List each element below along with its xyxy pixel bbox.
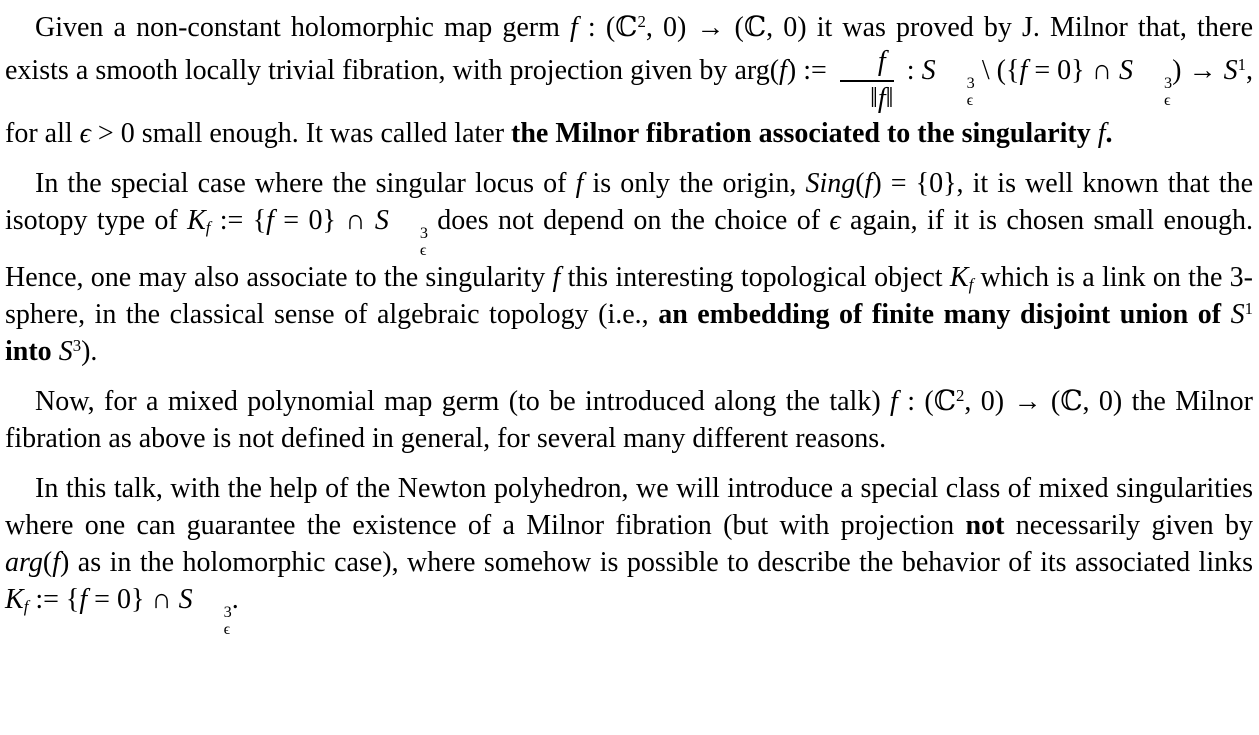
text-run: necessarily given by [1004, 510, 1254, 542]
sup-sub-stack [1134, 75, 1172, 109]
text-run: Now, for a mixed polynomial map germ (to be introduced along the talk) [35, 386, 891, 418]
text-run: ) → [1172, 55, 1224, 87]
subscript: f [968, 275, 974, 295]
text-run: , 0) → (ℂ, 0) the Milnor fibration as above is not defined in general, for several many different reasons. [5, 386, 1253, 455]
text-run: ( [42, 547, 53, 579]
subscript: f [23, 597, 29, 617]
text-run: S [178, 584, 193, 616]
text-run: := { [210, 205, 267, 237]
text-run: In this talk, with the help of the Newton polyhedron, we will introduce a special class of mixed singularities where one can guarantee the existence of a Milnor fibration (but with projection [5, 473, 1253, 542]
paragraph-link-of-singularity [5, 165, 1253, 370]
superscript: 2 [956, 386, 965, 406]
text-run: S [1230, 299, 1245, 331]
text-run: into [5, 336, 52, 368]
text-run: which is a link on the 3-sphere, in the classical sense of algebraic topology (i.e., [5, 262, 1253, 331]
text-run: ℂ [615, 12, 638, 43]
subscript: ϵ [419, 241, 427, 260]
fraction-numerator [840, 46, 894, 82]
text-run: S [58, 336, 73, 368]
text-run: , for all [5, 55, 1254, 150]
text-run: K [187, 205, 206, 237]
text-run: . [231, 584, 239, 616]
text-run: arg [5, 547, 43, 579]
text-run: ( [855, 168, 865, 200]
text-run: ). [81, 336, 98, 368]
text-run: := { [28, 584, 80, 616]
text-run: f [552, 262, 561, 294]
superscript: 3 [223, 603, 232, 622]
text-run: f [877, 83, 886, 115]
text-run: : ( [577, 12, 616, 43]
text-run: Given a non-constant holomorphic map germ [35, 12, 571, 43]
paragraph-talk-summary [5, 470, 1253, 638]
superscript: 3 [966, 74, 975, 93]
text-run: not [965, 510, 1005, 542]
superscript: 2 [637, 11, 646, 31]
text-run: f [864, 168, 873, 200]
text-run: f [52, 547, 60, 579]
text-run: f [1097, 118, 1106, 150]
text-run: arg( [734, 55, 780, 87]
text-run: f [570, 12, 578, 43]
sup-sub-stack [390, 225, 428, 259]
superscript: 3 [419, 224, 428, 243]
subscript: f [205, 218, 211, 238]
text-run: ) = {0}, it is well known that the isotopy type of [5, 168, 1254, 237]
text-run: Sing [805, 168, 856, 200]
superscript: 1 [1244, 299, 1253, 319]
superscript: 3 [72, 336, 82, 356]
text-run [52, 336, 59, 367]
text-run: ) := [786, 55, 834, 87]
text-run: f [575, 168, 584, 200]
text-run: S [374, 205, 389, 237]
text-run: ‖ [870, 83, 878, 115]
superscript: 3 [1164, 74, 1173, 93]
text-run: ϵ [79, 118, 91, 150]
paragraph-mixed-polynomial-problem [5, 383, 1253, 457]
text-run: S [1119, 55, 1134, 87]
text-run: \ ({ [974, 55, 1020, 87]
text-run: again, if it is chosen small enough. Hence, one may also associate to the singularity [5, 205, 1253, 294]
text-run: : [899, 55, 922, 87]
sup-sub-stack [937, 75, 975, 109]
text-run: f [79, 584, 88, 616]
paragraph-milnor-fibration-definition [5, 9, 1253, 152]
subscript: ϵ [1164, 91, 1171, 110]
text-run: f [890, 386, 898, 418]
text-run: f [779, 55, 787, 87]
text-run: ‖ [885, 83, 894, 115]
text-run: = 0} ∩ [273, 205, 375, 237]
text-run: ℂ [933, 386, 957, 418]
text-run: ) as in the holomorphic case), where somehow is possible to describe the behavior of its associated links [59, 547, 1253, 579]
text-run: f [266, 205, 274, 237]
text-run: f [1019, 55, 1028, 87]
superscript: 1 [1237, 54, 1247, 74]
text-run: the Milnor fibration associated to the singularity [511, 118, 1098, 150]
sup-sub-stack [194, 604, 232, 638]
text-run: = 0} ∩ [1027, 55, 1120, 87]
text-run: K [5, 584, 24, 616]
text-run: : ( [897, 386, 934, 418]
text-run: > 0 small enough. It was called later [90, 118, 512, 150]
text-run: this interesting topological object [560, 262, 950, 294]
subscript: ϵ [966, 91, 974, 110]
text-run: In the special case where the singular locus of [35, 168, 576, 200]
text-run: an embedding of finite many disjoint union of [658, 299, 1231, 331]
text-run: = 0} ∩ [87, 584, 179, 616]
text-run: S [1223, 55, 1238, 87]
fraction-denominator [840, 82, 894, 115]
text-run: K [949, 262, 969, 294]
subscript: ϵ [223, 620, 231, 639]
text-run: . [1105, 118, 1113, 150]
text-run: S [921, 55, 936, 87]
text-run: f [877, 46, 886, 77]
text-run: , 0) → (ℂ, 0) it was proved by J. Milnor that, there exists a smooth locally trivial fibration, with projection given by [5, 12, 1253, 87]
text-run: is only the origin, [583, 168, 806, 200]
text-run: ϵ [829, 205, 841, 237]
text-run: does not depend on the choice of [427, 205, 830, 237]
fraction [840, 46, 894, 115]
